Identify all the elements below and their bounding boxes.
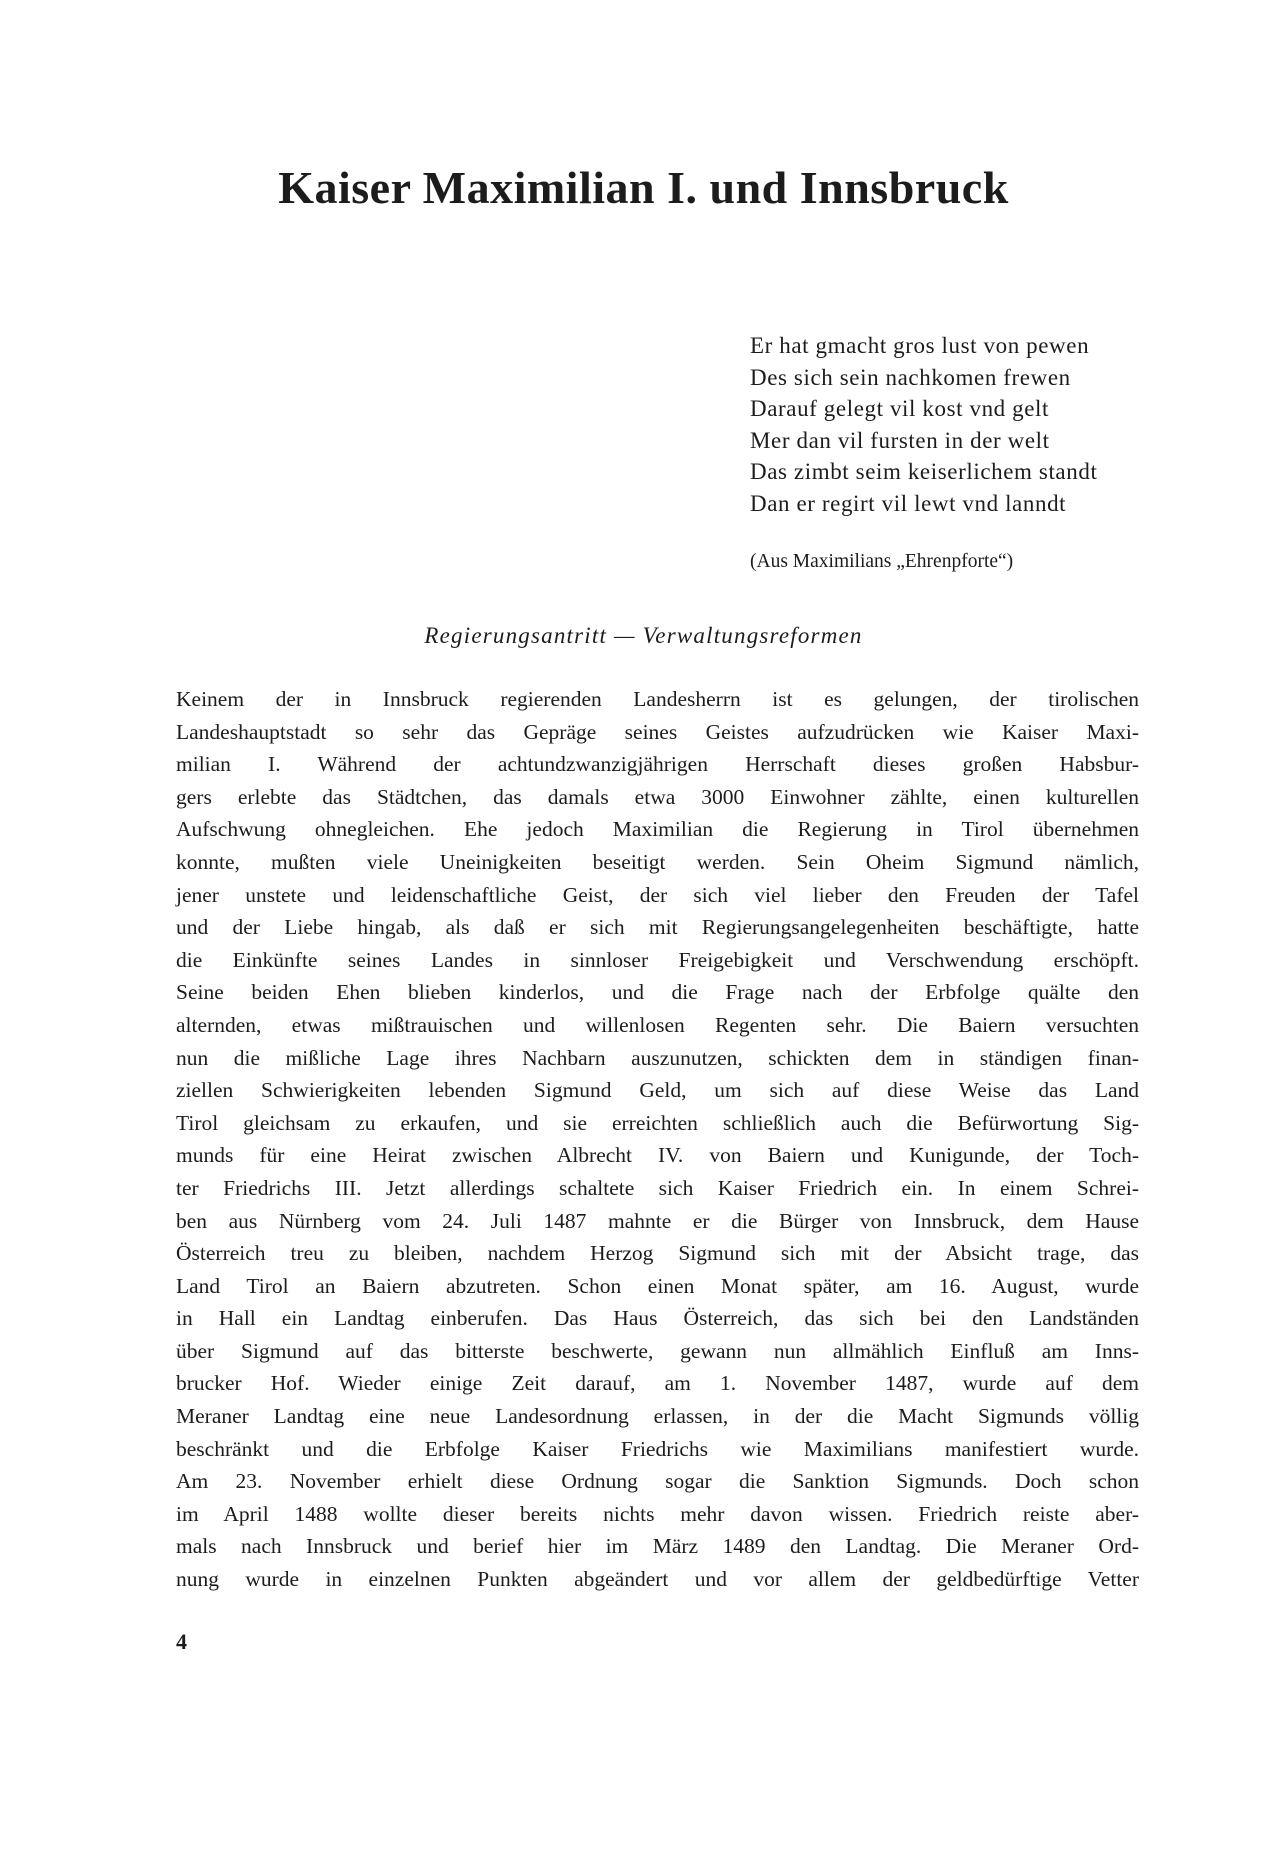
- text-line: beschränkt und die Erbfolge Kaiser Friedrichs wie Maximilians manifestiert wurde.: [176, 1436, 1139, 1461]
- body-paragraph: [176, 683, 1139, 1596]
- text-line: Seine beiden Ehen blieben kinderlos, und die Frage nach der Erbfolge quälte den: [176, 980, 1139, 1005]
- text-line: konnte, mußten viele Uneinigkeiten beseitigt werden. Sein Oheim Sigmund nämlich,: [176, 849, 1139, 874]
- text-line: nun die mißliche Lage ihres Nachbarn auszunutzen, schickten dem in ständigen finan-: [176, 1045, 1139, 1070]
- text-line: mals nach Innsbruck und berief hier im März 1489 den Landtag. Die Meraner Ord-: [176, 1534, 1139, 1559]
- text-line: Meraner Landtag eine neue Landesordnung erlassen, in der die Macht Sigmunds völlig: [176, 1404, 1139, 1429]
- text-line: Österreich treu zu bleiben, nachdem Herzog Sigmund sich mit der Absicht trage, das: [176, 1241, 1139, 1266]
- text-line: gers erlebte das Städtchen, das damals etwa 3000 Einwohner zählte, einen kulturellen: [176, 784, 1139, 809]
- text-line: im April 1488 wollte dieser bereits nichts mehr davon wissen. Friedrich reiste aber-: [176, 1501, 1139, 1526]
- text-line: Landeshauptstadt so sehr das Gepräge seines Geistes aufzudrücken wie Kaiser Maxi-: [176, 719, 1139, 744]
- verse-line: Er hat gmacht gros lust von pewen: [750, 333, 1090, 358]
- text-line: Land Tirol an Baiern abzutreten. Schon einen Monat später, am 16. August, wurde: [176, 1273, 1139, 1298]
- text-line: alternden, etwas mißtrauischen und willenlosen Regenten sehr. Die Baiern versuchten: [176, 1012, 1139, 1037]
- text-line: ben aus Nürnberg vom 24. Juli 1487 mahnte er die Bürger von Innsbruck, dem Hause: [176, 1208, 1139, 1233]
- text-line: ziellen Schwierigkeiten lebenden Sigmund Geld, um sich auf diese Weise das Land: [176, 1078, 1139, 1103]
- text-line: milian I. Während der achtundzwanzigjährigen Herrschaft dieses großen Habsbur-: [176, 752, 1139, 777]
- text-line: in Hall ein Landtag einberufen. Das Haus Österreich, das sich bei den Landständen: [176, 1306, 1139, 1331]
- page-number: 4: [176, 1629, 187, 1654]
- text-line: jener unstete und leidenschaftliche Geist, der sich viel lieber den Freuden der Tafel: [176, 882, 1139, 907]
- text-line: Keinem der in Innsbruck regierenden Landesherrn ist es gelungen, der tirolischen: [176, 687, 1139, 711]
- text-line: und der Liebe hingab, als daß er sich mit Regierungsangelegenheiten beschäftigte, hatte: [176, 915, 1139, 940]
- verse-line: Das zimbt seim keiserlichem standt: [750, 459, 1098, 484]
- section-heading: Regierungsantritt — Verwaltungsreformen: [424, 623, 863, 648]
- epigraph-verse: [750, 330, 1190, 519]
- page-title: Kaiser Maximilian I. und Innsbruck: [278, 162, 1009, 213]
- text-line: über Sigmund auf das bitterste beschwerte, gewann nun allmählich Einfluß am Inns-: [176, 1338, 1139, 1363]
- text-line: Am 23. November erhielt diese Ordnung sogar die Sanktion Sigmunds. Doch schon: [176, 1469, 1139, 1494]
- verse-line: Darauf gelegt vil kost vnd gelt: [750, 396, 1050, 421]
- verse-line: Mer dan vil fursten in der welt: [750, 427, 1050, 453]
- text-line: ter Friedrichs III. Jetzt allerdings schaltete sich Kaiser Friedrich ein. In einem Schrei-: [176, 1175, 1139, 1200]
- epigraph-source: (Aus Maximilians „Ehrenpforte“): [750, 551, 1014, 572]
- verse-line: Dan er regirt vil lewt vnd lanndt: [750, 490, 1067, 516]
- text-line: brucker Hof. Wieder einige Zeit darauf, am 1. November 1487, wurde auf dem: [176, 1371, 1139, 1396]
- text-line: nung wurde in einzelnen Punkten abgeändert und vor allem der geldbedürftige Vetter: [176, 1567, 1139, 1592]
- text-line: die Einkünfte seines Landes in sinnloser Freigebigkeit und Verschwendung erschöpft.: [176, 947, 1139, 972]
- text-line: Tirol gleichsam zu erkaufen, und sie erreichten schließlich auch die Befürwortung Sig-: [176, 1110, 1139, 1135]
- verse-line: Des sich sein nachkomen frewen: [750, 364, 1071, 390]
- text-line: munds für eine Heirat zwischen Albrecht IV. von Baiern und Kunigunde, der Toch-: [176, 1143, 1139, 1168]
- text-line: Aufschwung ohnegleichen. Ehe jedoch Maximilian die Regierung in Tirol übernehmen: [176, 817, 1139, 842]
